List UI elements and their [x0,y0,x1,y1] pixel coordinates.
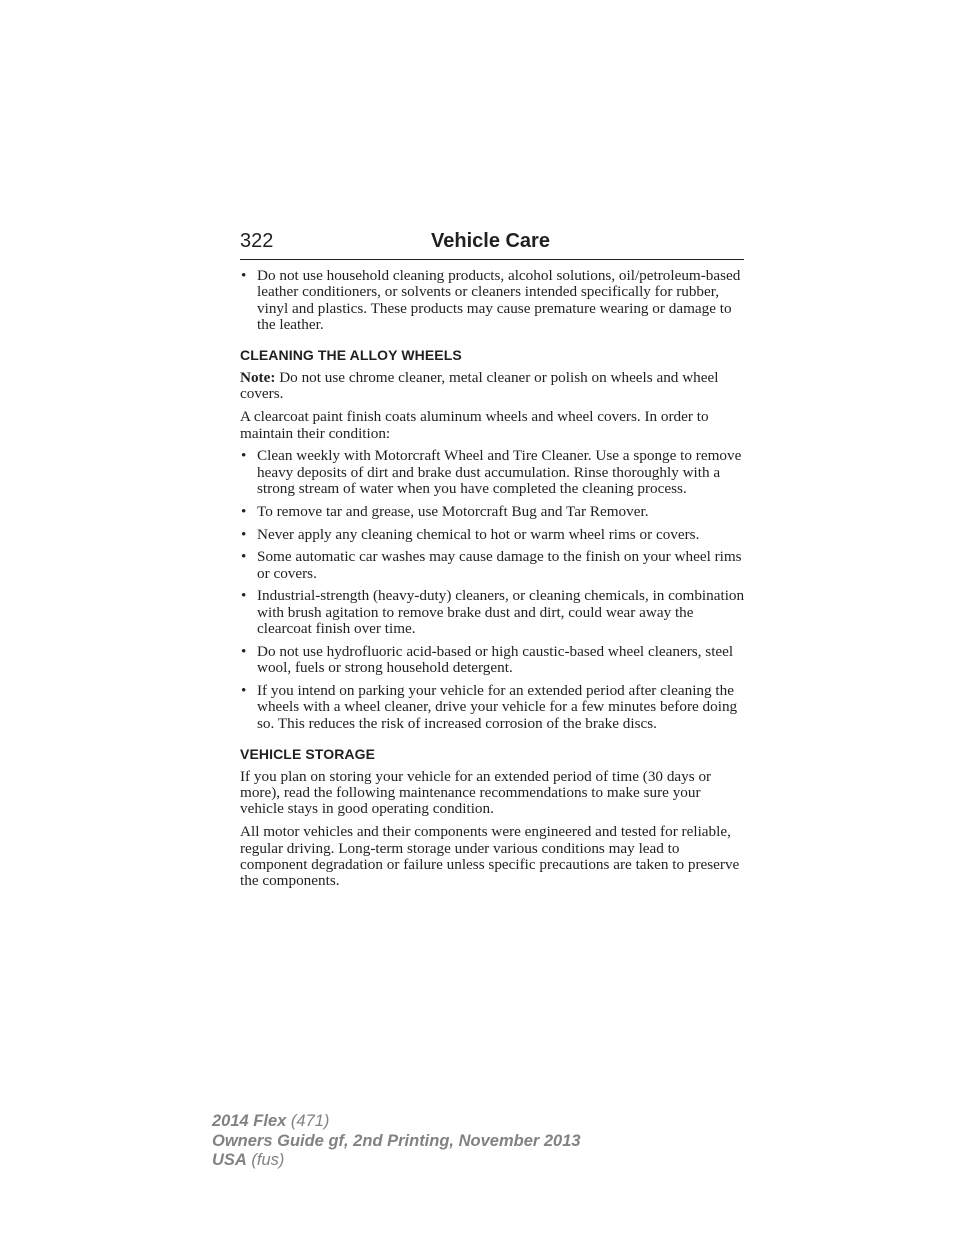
footer-model: 2014 Flex [212,1112,287,1130]
note-paragraph [240,370,748,403]
storage-paragraph: All motor vehicles and their components were engineered and tested for reliable, regular driving. Long-term storage under various conditions may lead to component degradation or failure unless specific precautions are taken to preserve the components. [240,823,740,890]
footer-model-line [212,1112,581,1132]
footer-model-code: (471) [286,1112,330,1130]
list-item: • Do not use household cleaning products, alcohol solutions, oil/petroleum-based leather conditioners, or solvents or cleaners intended specifically for rubber, vinyl and plastics. These products may cause premature wearing or damage to the leather. [240,268,748,333]
list-item: • To remove tar and grease, use Motorcraft Bug and Tar Remover. [240,504,748,520]
section-heading-alloy-wheels: CLEANING THE ALLOY WHEELS [240,347,462,364]
list-item: • Never apply any cleaning chemical to hot or warm wheel rims or covers. [240,527,748,543]
list-item: • Clean weekly with Motorcraft Wheel and Tire Cleaner. Use a sponge to remove heavy deposits of dirt and brake dust accumulation. Rinse thoroughly with a strong stream of water when you have completed the cleaning process. [240,448,748,497]
page-footer [212,1112,581,1171]
storage-paragraph: If you plan on storing your vehicle for an extended period of time (30 days or more), read the following maintenance recommendations to make sure your vehicle stays in good operating condition. [240,767,712,818]
footer-region-code: (fus) [246,1151,285,1169]
note-text: Do not use chrome cleaner, metal cleaner or polish on wheels and wheel covers. [240,369,719,403]
page-header [240,229,744,260]
footer-region: USA [212,1151,247,1169]
list-item: • Industrial-strength (heavy-duty) cleaners, or cleaning chemicals, in combination with brush agitation to remove brake dust and dirt, could wear away the clearcoat finish over time. [240,588,748,637]
section-heading-vehicle-storage: VEHICLE STORAGE [240,745,376,762]
note-label: Note: [240,369,276,387]
footer-region-line [212,1151,581,1171]
list-item: • Do not use hydrofluoric acid-based or high caustic-based wheel cleaners, steel wool, fuels or strong household detergent. [240,644,748,677]
alloy-wheels-intro: A clearcoat paint finish coats aluminum wheels and wheel covers. In order to maintain their condition: [240,408,709,442]
list-item: • If you intend on parking your vehicle for an extended period after cleaning the wheels with a wheel cleaner, drive your vehicle for a few minutes before doing so. This reduces the risk of increased corrosion of the brake discs. [240,683,748,732]
intro-bullet-list [240,268,748,333]
list-item: • Some automatic car washes may cause damage to the finish on your wheel rims or covers. [240,549,748,582]
page-content [240,268,748,896]
page-title: Vehicle Care [431,230,550,252]
page-number: 322 [240,230,274,252]
alloy-wheels-bullet-list [240,448,748,731]
footer-guide-line: Owners Guide gf, 2nd Printing, November 2013 [212,1131,581,1150]
